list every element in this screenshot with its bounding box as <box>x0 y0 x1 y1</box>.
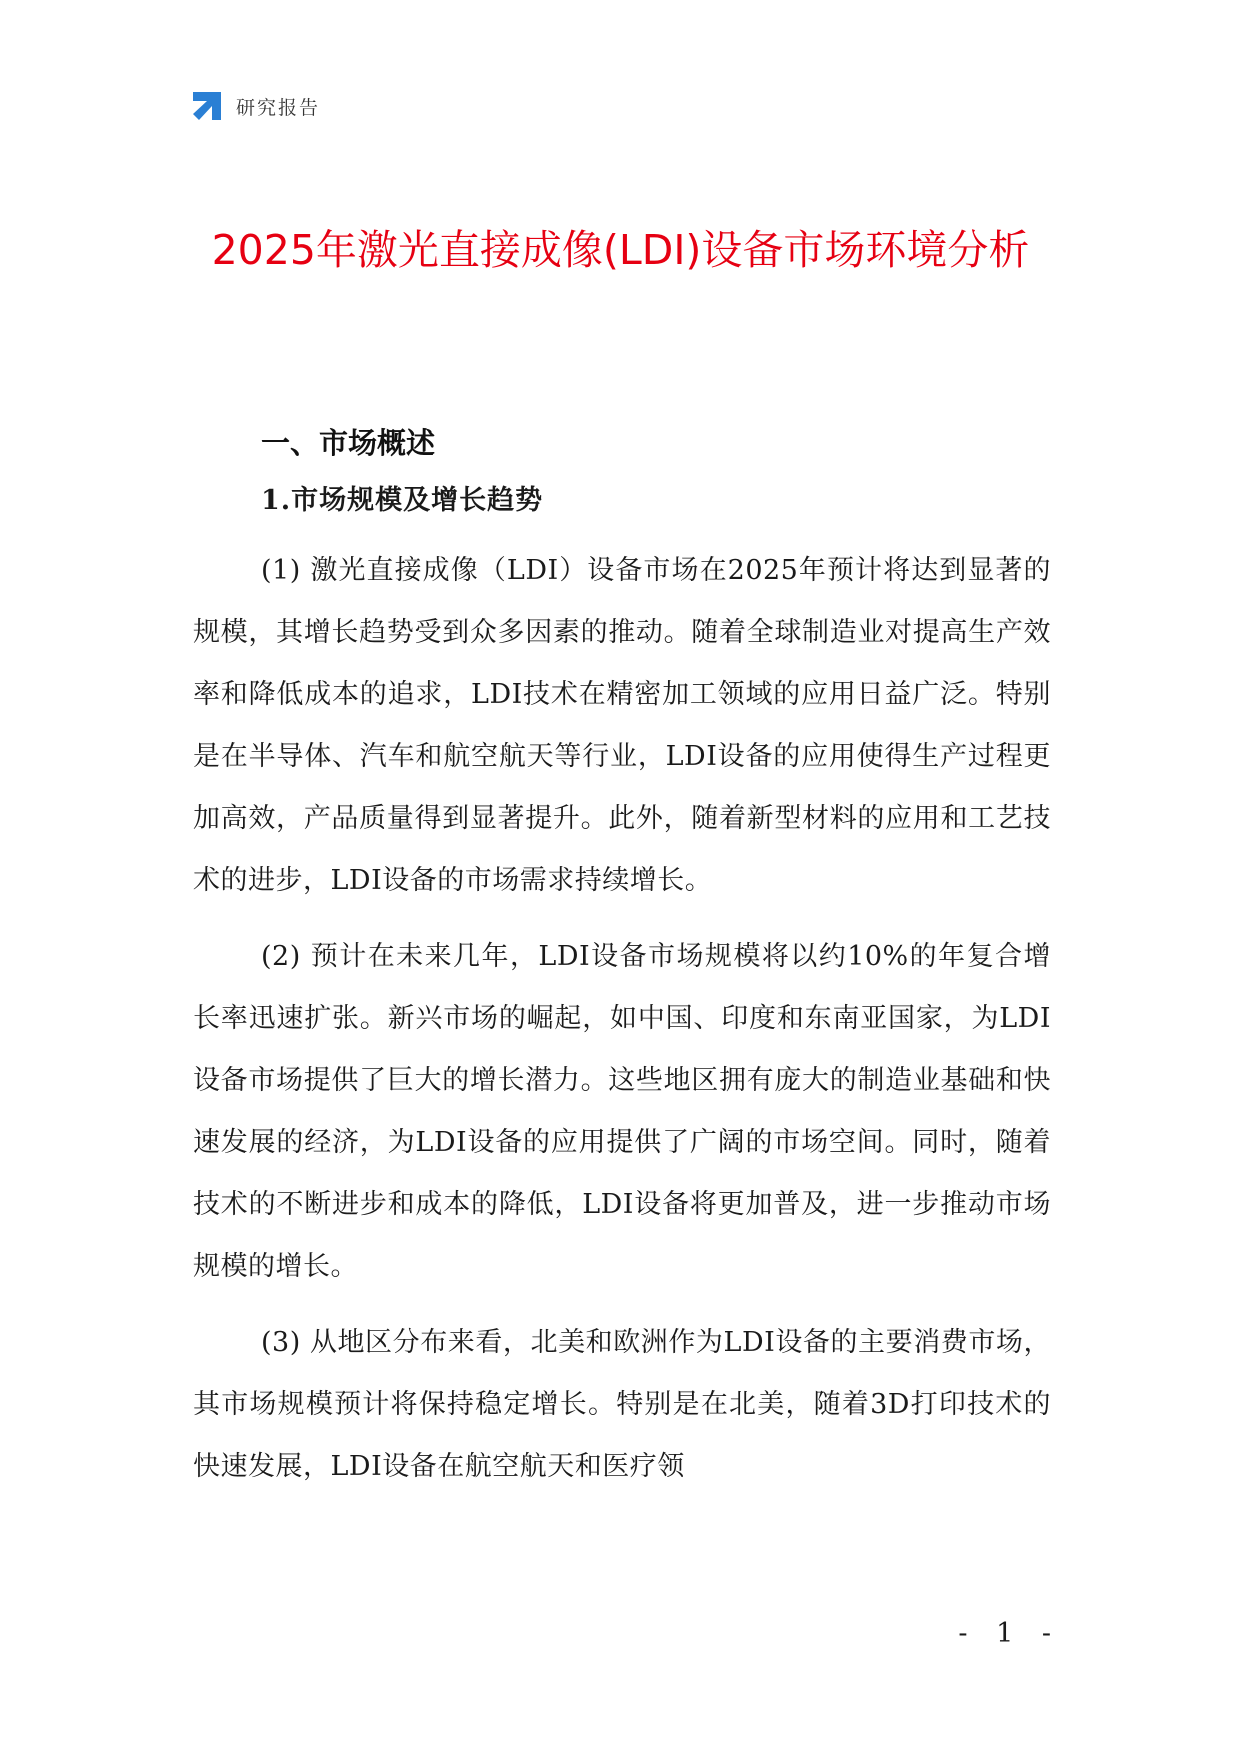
paragraph-2: (2) 预计在未来几年，LDI设备市场规模将以约10%的年复合增长率迅速扩张。新兴市场的崛起，如中国、印度和东南亚国家，为LDI设备市场提供了巨大的增长潜力。这些地区拥有庞大的制造业基础和快速发展的经济，为LDI设备的应用提供了广阔的市场空间。同时，随着技术的不断进步和成本的降低，LDI设备将更加普及，进一步推动市场规模的增长。 <box>193 941 1051 1282</box>
document-body <box>193 418 1051 1498</box>
subsection-heading: 1.市场规模及增长趋势 <box>261 485 544 516</box>
report-type-label: 研究报告 <box>236 96 321 119</box>
paragraph-3: (3) 从地区分布来看，北美和欧洲作为LDI设备的主要消费市场，其市场规模预计将保持稳定增长。特别是在北美，随着3D打印技术的快速发展，LDI设备在航空航天和医疗领 <box>193 1327 1051 1482</box>
page-number: - 1 - <box>958 1618 1061 1649</box>
section-heading: 一、市场概述 <box>261 426 436 460</box>
paragraph-1: (1) 激光直接成像（LDI）设备市场在2025年预计将达到显著的规模，其增长趋势受到众多因素的推动。随着全球制造业对提高生产效率和降低成本的追求，LDI技术在精密加工领域的应用日益广泛。特别是在半导体、汽车和航空航天等行业，LDI设备的应用使得生产过程更加高效，产品质量得到显著提升。此外，随着新型材料的应用和工艺技术的进步，LDI设备的市场需求持续增长。 <box>193 555 1051 896</box>
report-header <box>190 88 320 124</box>
arrow-up-right-icon <box>190 89 224 123</box>
document-title: 2025年激光直接成像(LDI)设备市场环境分析 <box>211 226 1030 274</box>
